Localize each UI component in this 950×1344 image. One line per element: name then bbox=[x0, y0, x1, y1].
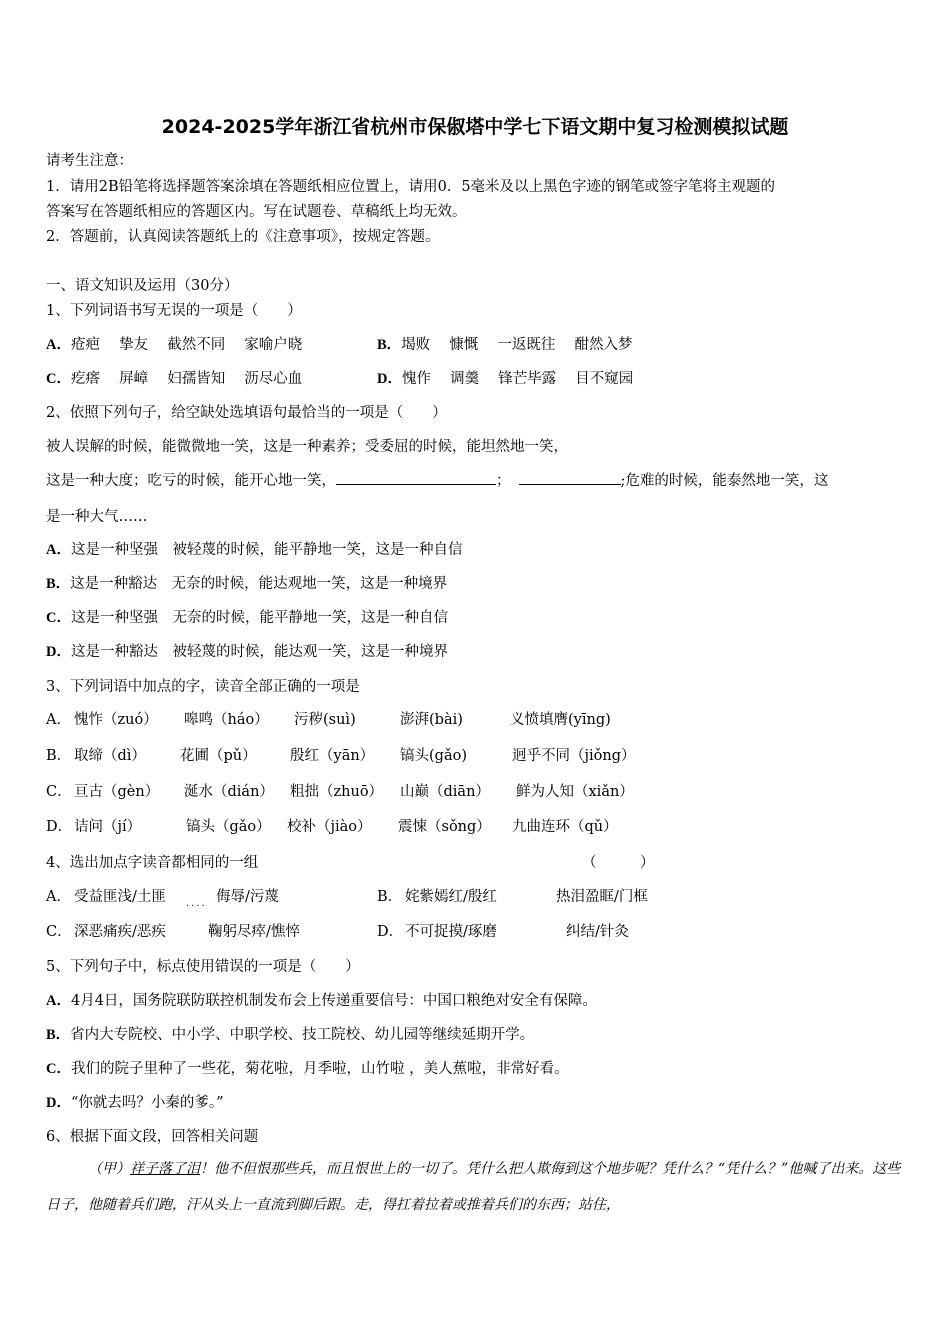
q3-option-c-label: C． bbox=[46, 784, 72, 800]
section-heading: 一、语文知识及运用（30分） bbox=[46, 278, 239, 294]
passage-text-2: 么？”他喊了出来。这些日子，他随着兵们跑，汗从头上一直流到脚后跟。走，得扛着拉着或推着兵们的东西；站住， bbox=[46, 1161, 901, 1213]
q1-option-a bbox=[46, 335, 302, 355]
q4-a-pair-1: 受益匪浅/土匪 bbox=[74, 889, 166, 905]
fill-blank-2 bbox=[519, 470, 621, 485]
passage-underlined-phrase: 祥子落了泪 bbox=[130, 1161, 200, 1177]
q3-b-word-2: 花圃（pǔ） bbox=[180, 748, 257, 764]
q4-a-pair-2: 侮辱/污蔑 bbox=[216, 889, 279, 905]
q4-d-pair-2: 纠结/针灸 bbox=[566, 924, 629, 940]
q3-d-word-1: 诘问（jí） bbox=[74, 819, 142, 835]
q3-c-word-3: 粗拙（zhuō） bbox=[290, 784, 384, 800]
q6-passage bbox=[46, 1151, 906, 1223]
option-text: 这是一种豁达 被轻蔑的时候，能达观一笑，这是一种境界 bbox=[70, 644, 448, 660]
q5-option-b bbox=[46, 1025, 534, 1045]
q5-option-d bbox=[46, 1093, 224, 1113]
q2-line-3: 是一种大气…… bbox=[46, 509, 148, 525]
option-label: D． bbox=[377, 371, 402, 387]
option-label: B． bbox=[46, 576, 71, 592]
q3-c-word-4: 山巅（diān） bbox=[400, 784, 490, 800]
notice-heading: 请考生注意： bbox=[46, 153, 133, 169]
q3-a-word-3: 污秽(suì) bbox=[294, 712, 356, 728]
q4-d-pair-1: 不可捉摸/琢磨 bbox=[405, 924, 497, 940]
q4-option-c-label: C． bbox=[46, 924, 72, 940]
option-text: 疮疤 挚友 截然不同 家喻户晓 bbox=[70, 337, 303, 353]
q3-a-word-1: 愧怍（zuó） bbox=[74, 712, 158, 728]
q3-a-word-4: 澎湃(bài) bbox=[400, 712, 463, 728]
option-label: A． bbox=[46, 542, 71, 558]
q3-option-d-label: D． bbox=[46, 819, 73, 835]
option-text: 愧作 调羹 锋芒毕露 目不窥园 bbox=[401, 371, 634, 387]
q2-option-d bbox=[46, 642, 448, 662]
q6-stem: 6、根据下面文段，回答相关问题 bbox=[46, 1129, 259, 1145]
q3-option-a-label: A． bbox=[46, 712, 71, 728]
q1-option-b bbox=[377, 335, 633, 355]
option-text: 堨败 慷慨 一返既往 酣然入梦 bbox=[401, 337, 633, 353]
q3-c-word-2: 涎水（dián） bbox=[184, 784, 274, 800]
option-text: 这是一种坚强 无奈的时候，能平静地一笑，这是一种自信 bbox=[70, 610, 448, 626]
q4-c-pair-2: 鞠躬尽瘁/憔悴 bbox=[208, 924, 300, 940]
q2-line-2-a: 这是一种大度；吃亏的时候，能开心地一笑， bbox=[46, 473, 336, 489]
notice-item-1a: 1．请用2B铅笔将选择题答案涂填在答题纸相应位置上，请用0．5毫米及以上黑色字迹的钢笔或签字笔将主观题的 bbox=[46, 179, 776, 195]
q4-option-b-label: B． bbox=[377, 889, 403, 905]
q5-option-a bbox=[46, 991, 597, 1011]
option-text: 4月4日，国务院联防联控机制发布会上传递重要信号：中国口粮绝对安全有保障。 bbox=[70, 993, 597, 1009]
q4-b-pair-1: 姹紫嫣红/殷红 bbox=[405, 889, 497, 905]
q2-line-2-c: ;危难的时候，能泰然地一笑，这 bbox=[620, 473, 829, 489]
option-label: D． bbox=[46, 644, 71, 660]
q2-stem: 2、依照下列句子，给空缺处选填语句最恰当的一项是（ ） bbox=[46, 405, 447, 421]
q4-b-pair-2: 热泪盈眶/门框 bbox=[556, 889, 648, 905]
q3-a-word-5: 义愤填膺(yīng) bbox=[510, 712, 611, 728]
q3-b-word-5: 迥乎不同（jiǒng） bbox=[512, 748, 636, 764]
q4-option-a-label: A． bbox=[46, 889, 71, 905]
q3-c-word-1: 亘古（gèn） bbox=[74, 784, 160, 800]
q5-stem: 5、下列句子中，标点使用错误的一项是（ ） bbox=[46, 959, 360, 975]
option-text: 这是一种豁达 无奈的时候，能达观地一笑，这是一种境界 bbox=[70, 576, 448, 592]
option-label: C． bbox=[46, 371, 71, 387]
q3-b-word-4: 镐头(gǎo) bbox=[400, 748, 467, 764]
q3-a-word-2: 嗥鸣（háo） bbox=[184, 712, 269, 728]
q3-d-word-5: 九曲连环（qǔ） bbox=[512, 819, 618, 835]
option-text: 我们的院子里种了一些花，菊花啦，月季啦，山竹啦 ，美人蕉啦，非常好看。 bbox=[70, 1061, 569, 1077]
notice-item-1b: 答案写在答题纸相应的答题区内。写在试题卷、草稿纸上均无效。 bbox=[46, 204, 467, 220]
q2-option-b bbox=[46, 574, 447, 594]
option-label: A． bbox=[46, 993, 71, 1009]
q3-d-word-4: 震悚（sǒng） bbox=[398, 819, 491, 835]
option-label: B． bbox=[46, 1027, 71, 1043]
option-label: B． bbox=[377, 337, 402, 353]
q1-stem: 1、下列词语书写无误的一项是（ ） bbox=[46, 303, 302, 319]
fill-blank-1 bbox=[336, 470, 496, 485]
q1-option-d bbox=[377, 369, 633, 389]
q2-line-2-b: ； bbox=[496, 473, 511, 489]
option-label: A． bbox=[46, 337, 71, 353]
notice-item-2: 2．答题前，认真阅读答题纸上的《注意事项》，按规定答题。 bbox=[46, 229, 440, 245]
passage-label: （甲） bbox=[88, 1161, 130, 1177]
option-text: 省内大专院校、中小学、中职学校、技工院校、幼儿园等继续延期开学。 bbox=[70, 1027, 535, 1043]
q4-answer-paren: （ ） bbox=[582, 855, 655, 871]
q2-line-1: 被人误解的时候，能微微地一笑，这是一种素养；受委屈的时候，能坦然地一笑， bbox=[46, 439, 568, 455]
q4-c-pair-1: 深恶痛疾/恶疾 bbox=[74, 924, 166, 940]
exam-title: 2024-2025学年浙江省杭州市保俶塔中学七下语文期中复习检测模拟试题 bbox=[161, 116, 789, 138]
q3-c-word-5: 鲜为人知（xiǎn） bbox=[516, 784, 634, 800]
option-text: “你就去吗？小秦的爹。” bbox=[70, 1095, 224, 1111]
option-text: 这是一种坚强 被轻蔑的时候，能平静地一笑，这是一种自信 bbox=[70, 542, 463, 558]
q3-option-b-label: B． bbox=[46, 748, 72, 764]
option-label: C． bbox=[46, 610, 71, 626]
q4-stem: 4、选出加点字读音都相同的一组 bbox=[46, 855, 259, 871]
q2-option-c bbox=[46, 608, 448, 628]
emphasis-dots: .... bbox=[186, 898, 207, 909]
option-label: D． bbox=[46, 1095, 71, 1111]
q3-b-word-1: 取缔（dì） bbox=[74, 748, 146, 764]
option-label: C． bbox=[46, 1061, 71, 1077]
q5-option-c bbox=[46, 1059, 569, 1079]
q4-option-d-label: D． bbox=[377, 924, 404, 940]
option-text: 疙瘩 屏嶂 妇孺皆知 沥尽心血 bbox=[70, 371, 303, 387]
q2-line-2 bbox=[46, 470, 828, 491]
q1-option-c bbox=[46, 369, 302, 389]
q3-d-word-2: 镐头（gǎo） bbox=[186, 819, 271, 835]
q3-stem: 3、下列词语中加点的字，读音全部正确的一项是 bbox=[46, 679, 360, 695]
passage-text-1: ！他不但恨那些兵，而且恨世上的一切了。凭什么把人欺侮到这个地步呢？凭什么？“凭什 bbox=[200, 1161, 754, 1177]
q2-option-a bbox=[46, 540, 462, 560]
q3-b-word-3: 殷红（yān） bbox=[290, 748, 375, 764]
q3-d-word-3: 校补（jiào） bbox=[287, 819, 372, 835]
